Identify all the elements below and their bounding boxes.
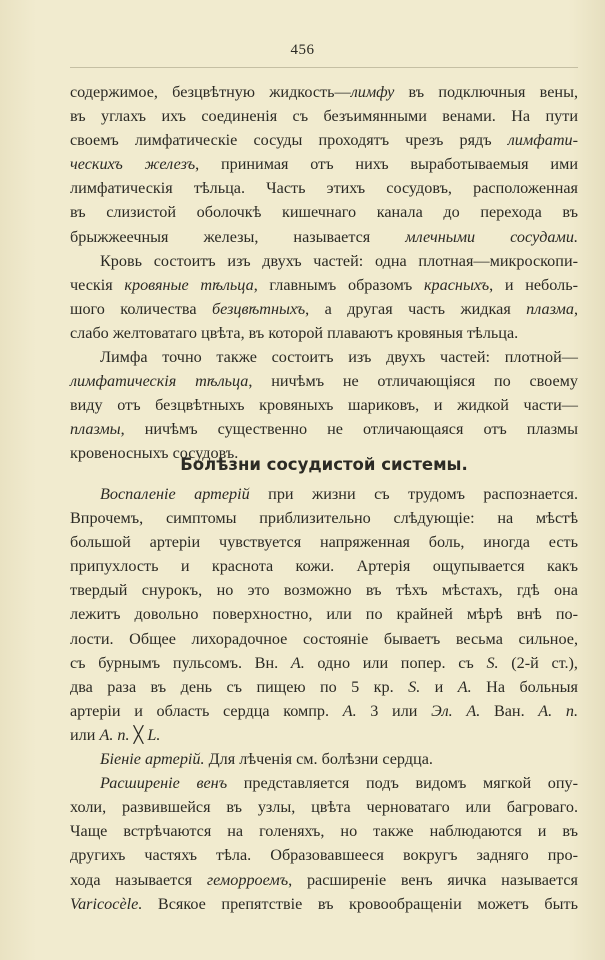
italic-term: млечными сосудами. bbox=[405, 227, 578, 246]
text-run: Ван. bbox=[480, 701, 539, 720]
text-line bbox=[70, 892, 578, 916]
section-heading: Болѣзни сосудистой системы. bbox=[180, 455, 468, 474]
text-run: при жизни съ трудомъ распознается. bbox=[249, 485, 579, 503]
text-line bbox=[70, 771, 578, 795]
text-run: хода называется bbox=[70, 870, 207, 889]
text-run: въ слизистой оболочкѣ кишечнаго канала до перехода въ bbox=[70, 203, 578, 222]
text-line bbox=[70, 369, 578, 393]
text-line bbox=[70, 417, 578, 441]
italic-term: лимфу bbox=[350, 83, 395, 101]
text-line bbox=[70, 868, 578, 892]
text-run: 3 или bbox=[356, 701, 432, 720]
text-run: виду отъ безцвѣтныхъ кровяныхъ шариковъ, и жидкой части— bbox=[70, 396, 578, 415]
text-run: Всякое препятствіе въ кровообращеніи можетъ быть bbox=[142, 894, 578, 913]
italic-term: L. bbox=[147, 725, 161, 744]
italic-term: A. bbox=[290, 653, 305, 672]
text-run: (2-й ст.), bbox=[498, 653, 578, 672]
italic-term: Эл. A. bbox=[431, 701, 481, 720]
italic-term: Расширеніе венъ bbox=[100, 774, 228, 793]
text-run: и bbox=[420, 677, 458, 696]
text-line bbox=[70, 747, 578, 771]
text-run: представляется подъ видомъ мягкой опу- bbox=[227, 774, 578, 793]
text-run: или bbox=[70, 725, 100, 744]
text-run: , и неболь- bbox=[489, 275, 579, 294]
text-run: Для лѣченія см. болѣзни сердца. bbox=[204, 750, 433, 769]
text-run: лимфатическія тѣльца. Часть этихъ сосудовъ, расположенная bbox=[70, 179, 578, 198]
italic-term: плазма bbox=[526, 299, 574, 318]
text-run: , а другая часть жидкая bbox=[305, 299, 527, 318]
text-run: съ бурнымъ пульсомъ. Вн. bbox=[70, 653, 291, 672]
text-run: артеріи и область сердца компр. bbox=[70, 701, 343, 720]
text-line bbox=[70, 843, 578, 867]
text-line bbox=[70, 80, 578, 104]
text-run: большой артеріи чувствуется напряженная боль, иногда есть bbox=[70, 533, 578, 552]
text-line bbox=[70, 104, 578, 128]
text-run: , bbox=[573, 299, 578, 318]
text-run: , ничѣмъ не отличающіяся по своему bbox=[248, 372, 578, 391]
text-line bbox=[70, 393, 578, 417]
text-line bbox=[70, 795, 578, 819]
text-line bbox=[70, 819, 578, 843]
text-run: Лимфа точно также состоитъ изъ двухъ частей: плотной— bbox=[100, 348, 578, 367]
text-line bbox=[70, 602, 578, 626]
text-run: въ подключныя вены, bbox=[394, 83, 579, 101]
italic-term: безцвѣтныхъ bbox=[211, 299, 306, 318]
text-line bbox=[70, 345, 578, 369]
text-run: холи, развившейся въ узлы, цвѣта черноватаго или багроваго. bbox=[70, 798, 578, 817]
text-run: слабо желтоватаго цвѣта, въ которой плаваютъ кровяныя тѣльца. bbox=[70, 323, 519, 342]
text-run: Впрочемъ, симптомы приблизительно слѣдующіе: на мѣстѣ bbox=[70, 509, 578, 528]
text-line bbox=[70, 506, 578, 530]
text-run: , принимая отъ нихъ выработываемыя ими bbox=[195, 155, 578, 174]
text-line bbox=[70, 482, 578, 506]
text-line bbox=[70, 675, 578, 699]
text-run: Чаще встрѣчаются на голеняхъ, но также наблюдаются и въ bbox=[70, 822, 578, 841]
italic-term: Varicocèle. bbox=[70, 894, 143, 913]
italic-term: красныхъ bbox=[423, 275, 490, 294]
italic-term: S. bbox=[408, 677, 421, 696]
text-line bbox=[70, 530, 578, 554]
text-run: лежитъ довольно поверхностно, или по крайней мѣрѣ внѣ по- bbox=[70, 605, 578, 624]
text-run: другихъ частяхъ тѣла. Образовавшееся вокругъ задняго про- bbox=[70, 846, 578, 865]
italic-term: A. п. bbox=[99, 725, 130, 744]
italic-term: A. bbox=[342, 701, 357, 720]
text-run: одно или попер. съ bbox=[304, 653, 487, 672]
intro-paragraphs bbox=[70, 80, 578, 466]
italic-term: A. bbox=[457, 677, 472, 696]
text-line bbox=[70, 128, 578, 152]
text-run: два раза въ день съ пищею по 5 кр. bbox=[70, 677, 409, 696]
italic-term: лимфати- bbox=[507, 131, 578, 150]
text-line bbox=[70, 249, 578, 273]
text-line bbox=[70, 627, 578, 651]
text-run: брыжжеечныя железы, называется bbox=[70, 227, 406, 246]
text-run: въ углахъ ихъ соединенія съ безъимянными венами. На пути bbox=[70, 107, 578, 126]
text-line bbox=[70, 225, 578, 249]
text-line bbox=[70, 200, 578, 224]
italic-term: плазмы bbox=[70, 420, 121, 439]
text-run: припухлость и краснота кожи. Артерія ощупывается какъ bbox=[70, 557, 578, 576]
italic-term: Воспаленіе артерій bbox=[100, 485, 250, 503]
italic-term: лимфатическія тѣльца bbox=[70, 372, 249, 391]
text-run: твердый снурокъ, но это возможно въ тѣхъ мѣстахъ, гдѣ она bbox=[70, 581, 578, 600]
text-run: лости. Общее лихорадочное состояніе бываетъ весьма сильное, bbox=[70, 629, 578, 648]
text-line bbox=[70, 321, 578, 345]
italic-term: S. bbox=[486, 653, 499, 672]
text-line bbox=[70, 651, 578, 675]
text-run: содержимое, безцвѣтную жидкость— bbox=[70, 83, 351, 101]
italic-term: геморроемъ bbox=[206, 870, 289, 889]
italic-term: A. п. bbox=[538, 701, 579, 720]
italic-term: кровяные тѣльца bbox=[124, 275, 254, 294]
text-run: ческія bbox=[70, 275, 125, 294]
text-run: , расширеніе венъ яичка называется bbox=[288, 870, 578, 889]
text-run: ╳ bbox=[129, 725, 148, 744]
text-line bbox=[70, 152, 578, 176]
text-run: Кровь состоитъ изъ двухъ частей: одна плотная—микроскопи- bbox=[100, 251, 578, 270]
text-run: своемъ лимфатическіе сосуды проходятъ чрезъ рядъ bbox=[70, 131, 508, 150]
text-run: На больныя bbox=[471, 677, 579, 696]
header-rule bbox=[70, 67, 578, 68]
italic-term: Біеніе артерій. bbox=[100, 750, 205, 769]
italic-term: ческихъ железъ bbox=[70, 155, 196, 174]
section-paragraphs bbox=[70, 482, 578, 916]
text-run: кровеносныхъ сосудовъ. bbox=[70, 444, 239, 463]
text-line bbox=[70, 554, 578, 578]
text-line bbox=[70, 273, 578, 297]
text-run: шого количества bbox=[70, 299, 212, 318]
text-line bbox=[70, 578, 578, 602]
text-line bbox=[70, 699, 578, 723]
page-number: 456 bbox=[290, 42, 315, 58]
text-line bbox=[70, 297, 578, 321]
text-line bbox=[70, 176, 578, 200]
text-run: , ничѣмъ существенно не отличающаяся отъ плазмы bbox=[120, 420, 578, 439]
text-run: , главнымъ образомъ bbox=[253, 275, 424, 294]
text-line bbox=[70, 723, 578, 747]
